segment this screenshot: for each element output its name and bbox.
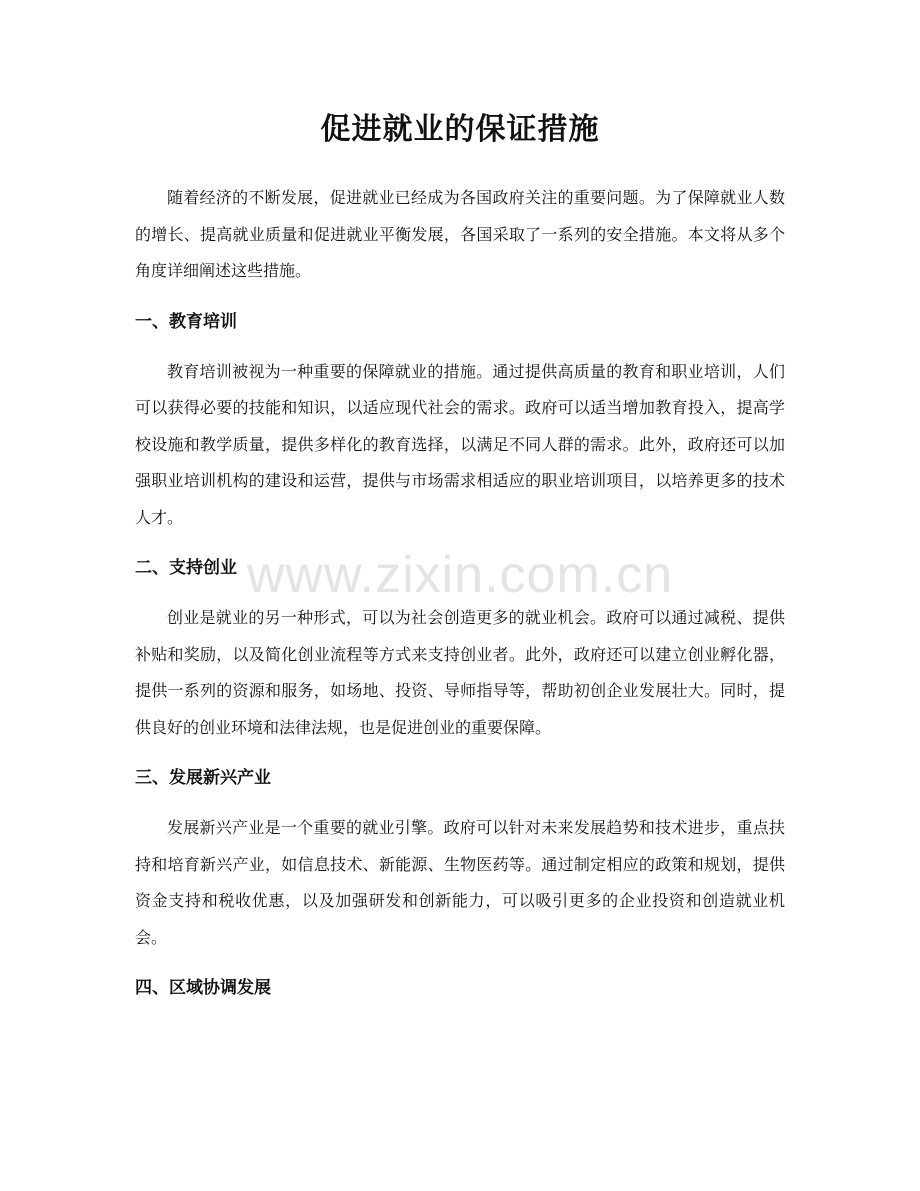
section-body-education: 教育培训被视为一种重要的保障就业的措施。通过提供高质量的教育和职业培训，人们可以获得必要的技能和知识，以适应现代社会的需求。政府可以适当增加教育投入，提高学校设施和教学质量，提供多样化的教育选择，以满足不同人群的需求。此外，政府还可以加强职业培训机构的建设和运营，提供与市场需求相适应的职业培训项目，以培养更多的技术人才。 [135, 361, 785, 527]
section-heading-regional-development: 四、区域协调发展 [135, 978, 271, 998]
document-body [135, 180, 785, 1006]
watermark-text: www.zixin.com.cn [246, 546, 674, 604]
page-title: 促进就业的保证措施 [320, 112, 600, 147]
section-body-entrepreneurship: 创业是就业的另一种形式，可以为社会创造更多的就业机会。政府可以通过减税、提供补贴和奖励，以及简化创业流程等方式来支持创业者。此外，政府还可以建立创业孵化器，提供一系列的资源和服务，如场地、投资、导师指导等，帮助初创企业发展壮大。同时，提供良好的创业环境和法律法规，也是促进创业的重要保障。 [135, 608, 785, 737]
section-heading-emerging-industries: 三、发展新兴产业 [135, 768, 271, 788]
section-heading-entrepreneurship: 二、支持创业 [135, 558, 237, 578]
section-heading-education: 一、教育培训 [135, 311, 237, 332]
intro-paragraph: 随着经济的不断发展，促进就业已经成为各国政府关注的重要问题。为了保障就业人数的增长、提高就业质量和促进就业平衡发展，各国采取了一系列的安全措施。本文将从多个角度详细阐述这些措施。 [135, 188, 785, 280]
section-body-emerging-industries: 发展新兴产业是一个重要的就业引擎。政府可以针对未来发展趋势和技术进步，重点扶持和培育新兴产业，如信息技术、新能源、生物医药等。通过制定相应的政策和规划，提供资金支持和税收优惠，以及加强研发和创新能力，可以吸引更多的企业投资和创造就业机会。 [135, 818, 785, 947]
